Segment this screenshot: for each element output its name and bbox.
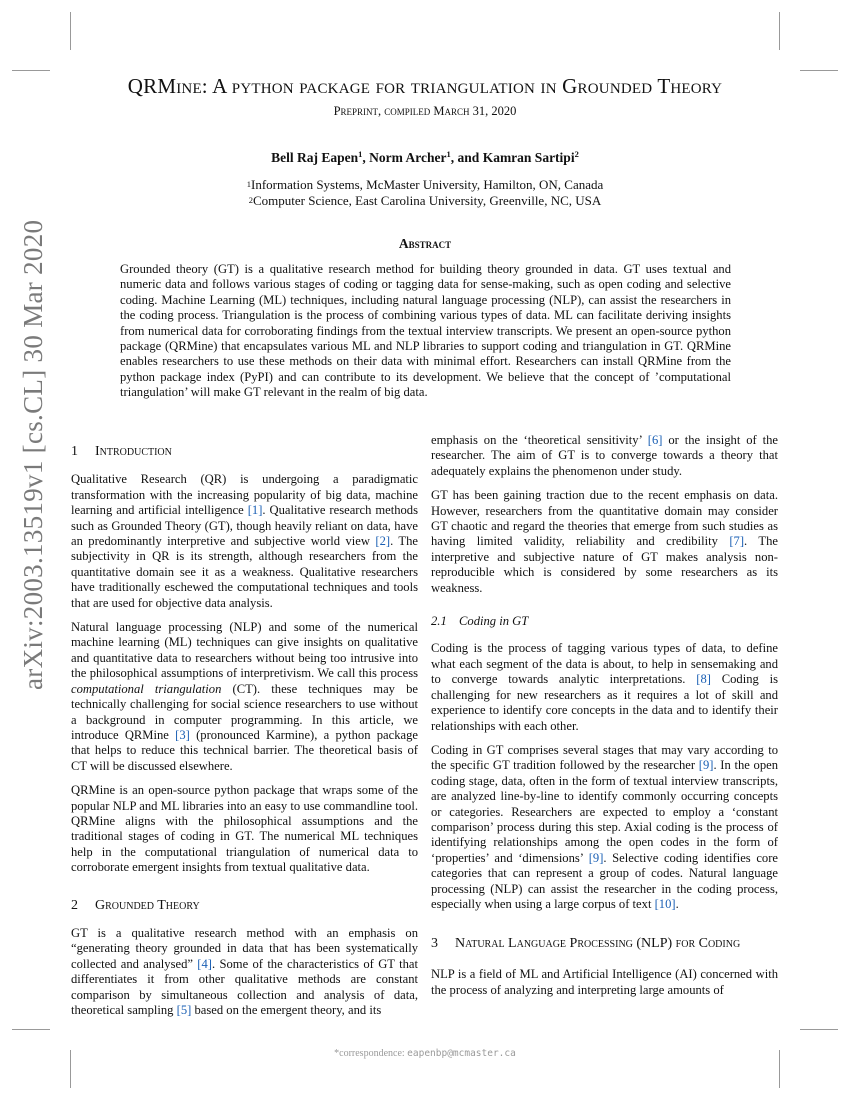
author-separator: , xyxy=(362,150,370,165)
text-run: . Some of the characteristics of GT that differentiates it from other qualitative methods are constant comparison by simultaneous collection and analysis of data, theoretical sampling xyxy=(71,956,418,1017)
text-run: or the insight of the researcher. The aim of GT is to converge towards a theory that adequately explains the phenomenon under study. xyxy=(431,433,778,478)
right-column xyxy=(431,433,778,1007)
text-run: Coding in GT comprises several stages that may vary according to the specific GT tradition followed by the researcher xyxy=(431,742,778,773)
text-run: . Qualitative research methods such as Grounded Theory (GT), though heavily reliant on data, have an predominantly interpretive and subjective world view xyxy=(71,503,419,549)
paragraph xyxy=(431,488,778,596)
subsection-number: 2.1 xyxy=(431,614,447,629)
affiliations xyxy=(0,177,850,209)
author-affiliation-mark: 1 xyxy=(358,149,363,159)
affiliation-text: Information Systems, McMaster University, Hamilton, ON, Canada xyxy=(250,177,604,192)
paper-title: QRMine: A python package for triangulation in Grounded Theory xyxy=(127,74,723,98)
author-list xyxy=(0,150,850,166)
preprint-date: Preprint, compiled March 31, 2020 xyxy=(333,104,517,118)
citation-link[interactable]: [6] xyxy=(647,433,663,447)
text-run: Natural language processing (NLP) and some of the numerical machine learning (ML) techniques can give insights on qualitative and quantitative data to researchers without being too intrusive into the philosophical assumptions of interpretivism. We call this process xyxy=(71,620,418,681)
text-run: . In the open coding stage, data, often in the form of textual interview transcripts, are analyzed line-by-line to identify commonly occurring concepts or categories. Researchers are expected to employ a ‘constant comparison’ process during this step. Axial coding is the process of identifying relationships among the open codes in the form of ‘properties’ and ‘dimensions’ xyxy=(431,758,779,865)
crop-mark xyxy=(800,1029,838,1030)
author-affiliation-mark: 1 xyxy=(446,149,451,159)
text-run: NLP is a field of ML and Artificial Intelligence (AI) concerned with the process of analyzing and interpreting large amounts of xyxy=(431,967,778,997)
text-run: . xyxy=(675,896,679,911)
paragraph xyxy=(71,926,418,1018)
crop-mark xyxy=(800,70,838,71)
correspondence-label: *correspondence: xyxy=(334,1048,405,1059)
left-column xyxy=(71,430,418,1027)
crop-mark xyxy=(779,12,780,50)
citation-link[interactable]: [9] xyxy=(588,850,604,865)
text-run: emphasis on the ‘theoretical sensitivity’ xyxy=(431,433,648,447)
paragraph xyxy=(431,967,778,998)
citation-link[interactable]: [7] xyxy=(729,534,745,549)
citation-link[interactable]: [5] xyxy=(176,1003,192,1017)
section-number: 3 xyxy=(431,936,438,952)
section-heading-introduction xyxy=(71,444,418,459)
crop-mark xyxy=(12,1029,50,1030)
text-run: . The interpretive and subjective nature of GT makes analysis non-reproducible which is considered by some researchers as its weakness. xyxy=(431,534,778,595)
citation-link[interactable]: [1] xyxy=(247,503,263,518)
citation-link[interactable]: [10] xyxy=(654,896,676,911)
text-run: QRMine is an open-source python package that wraps some of the popular NLP and ML libraries into an easy to use commandline tool. QRMine aligns with the philosophical assumptions and the traditional stages of coding in GT. The numerical ML techniques help in the computational triangulation of numerical data to corroborate emergent insights from textual qualitative data. xyxy=(71,783,418,875)
citation-link[interactable]: [4] xyxy=(197,956,212,971)
section-heading-nlp xyxy=(431,934,778,954)
correspondence-footer xyxy=(0,1048,850,1059)
text-run: Qualitative Research (QR) is undergoing a paradigmatic transformation with the increasing popularity of big data, machine learning and artificial intelligence xyxy=(71,472,418,518)
abstract-text: Grounded theory (GT) is a qualitative research method for building theory grounded in data. GT uses textual and numeric data and follows various stages of coding or tagging data for sense-making, such as open coding and selective coding. Machine Learning (ML) techniques, including natural language processing (NLP), can assist the researchers in the coding process. Triangulation is the process of combining various types of data. ML can facilitate deriving insights from numerical data for corroborating findings from the textual interview transcripts. We present an open-source python package (QRMine) that encapsulates various ML and NLP libraries to support coding and triangulation in GT. QRMine enables researchers to use these methods on their data with minimal effort. Researchers can install QRMine from the python package index (PyPI) and can contribute to its development. We believe that the concept of ’computational triangulation’ will make GT relevant in the realm of big data. xyxy=(120,262,731,400)
citation-link[interactable]: [3] xyxy=(175,727,190,742)
paragraph xyxy=(71,472,418,611)
section-title: Introduction xyxy=(95,444,172,459)
author-name: Kamran Sartipi xyxy=(482,150,575,165)
text-run: . The subjectivity in QR is its strength, although researchers from the quantitative domain see it as a weakness. Qualitative researchers have traditionally eschewed the computational techniques and tools that are used for objective data analysis. xyxy=(71,534,418,610)
text-run: Coding is the process of tagging various types of data, to define what each segment of the data is about, to help in sensemaking and to converge towards analytic interpretations. xyxy=(431,641,778,687)
text-run: based on the emergent theory, and its xyxy=(191,1003,382,1017)
section-number: 2 xyxy=(71,897,78,913)
subsection-title: Coding in GT xyxy=(459,614,529,629)
citation-link[interactable]: [8] xyxy=(696,672,711,687)
section-heading-grounded-theory xyxy=(71,898,418,913)
affiliation xyxy=(0,177,850,193)
affiliation-number: 2 xyxy=(248,195,253,205)
paragraph xyxy=(71,620,418,774)
author-name: Norm Archer xyxy=(369,150,447,165)
arxiv-identifier: arXiv:2003.13519v1 [cs.CL] 30 Mar 2020 xyxy=(18,219,48,690)
citation-link[interactable]: [9] xyxy=(698,758,714,773)
emphasized-term: computational triangulation xyxy=(71,681,222,696)
subsection-heading-coding xyxy=(431,614,778,629)
section-title: Grounded Theory xyxy=(95,897,200,913)
author-affiliation-mark: 2 xyxy=(574,149,579,159)
paragraph xyxy=(431,641,778,733)
author-separator: , and xyxy=(450,150,483,165)
text-run: (pronounced Karmine), a python package that helps to reduce this technical barrier. The theoretical basis of CT will be discussed elsewhere. xyxy=(71,727,418,773)
affiliation xyxy=(0,193,850,209)
crop-mark xyxy=(70,12,71,50)
citation-link[interactable]: [2] xyxy=(375,534,391,549)
text-run: Coding is challenging for new researchers as it requires a lot of skill and experience to identify core concepts in the data and to identify their relationships with each other. xyxy=(431,672,778,733)
text-run: GT has been gaining traction due to the recent emphasis on data. However, researchers from the quantitative domain may consider GT chaotic and regard the theories that emerge from such studies as having limited validity, reliability and credibility xyxy=(431,488,778,549)
affiliation-text: Computer Science, East Carolina University, Greenville, NC, USA xyxy=(252,193,602,208)
paragraph xyxy=(431,433,778,479)
section-title: Natural Language Processing (NLP) for Coding xyxy=(455,936,741,952)
paragraph xyxy=(71,783,418,875)
author-name: Bell Raj Eapen xyxy=(271,150,359,165)
section-number: 1 xyxy=(71,444,78,459)
abstract-heading: Abstract xyxy=(398,236,452,251)
paragraph xyxy=(431,743,778,912)
correspondence-email[interactable]: eapenbp@mcmaster.ca xyxy=(407,1048,516,1059)
affiliation-number: 1 xyxy=(246,179,251,189)
text-run: . Selective coding identifies core categories that can represent a group of codes. Natural language processing (NLP) can assist the researcher in the coding process, especially when using a large corpus of text xyxy=(431,850,779,911)
text-run: (CT). these techniques may be technically challenging for social science researchers to use without a background in computer programming. In this article, we introduce QRMine xyxy=(71,681,418,742)
crop-mark xyxy=(12,70,50,71)
text-run: GT is a qualitative research method with an emphasis on “generating theory grounded in data that has been systematically collected and analysed” xyxy=(71,925,418,971)
